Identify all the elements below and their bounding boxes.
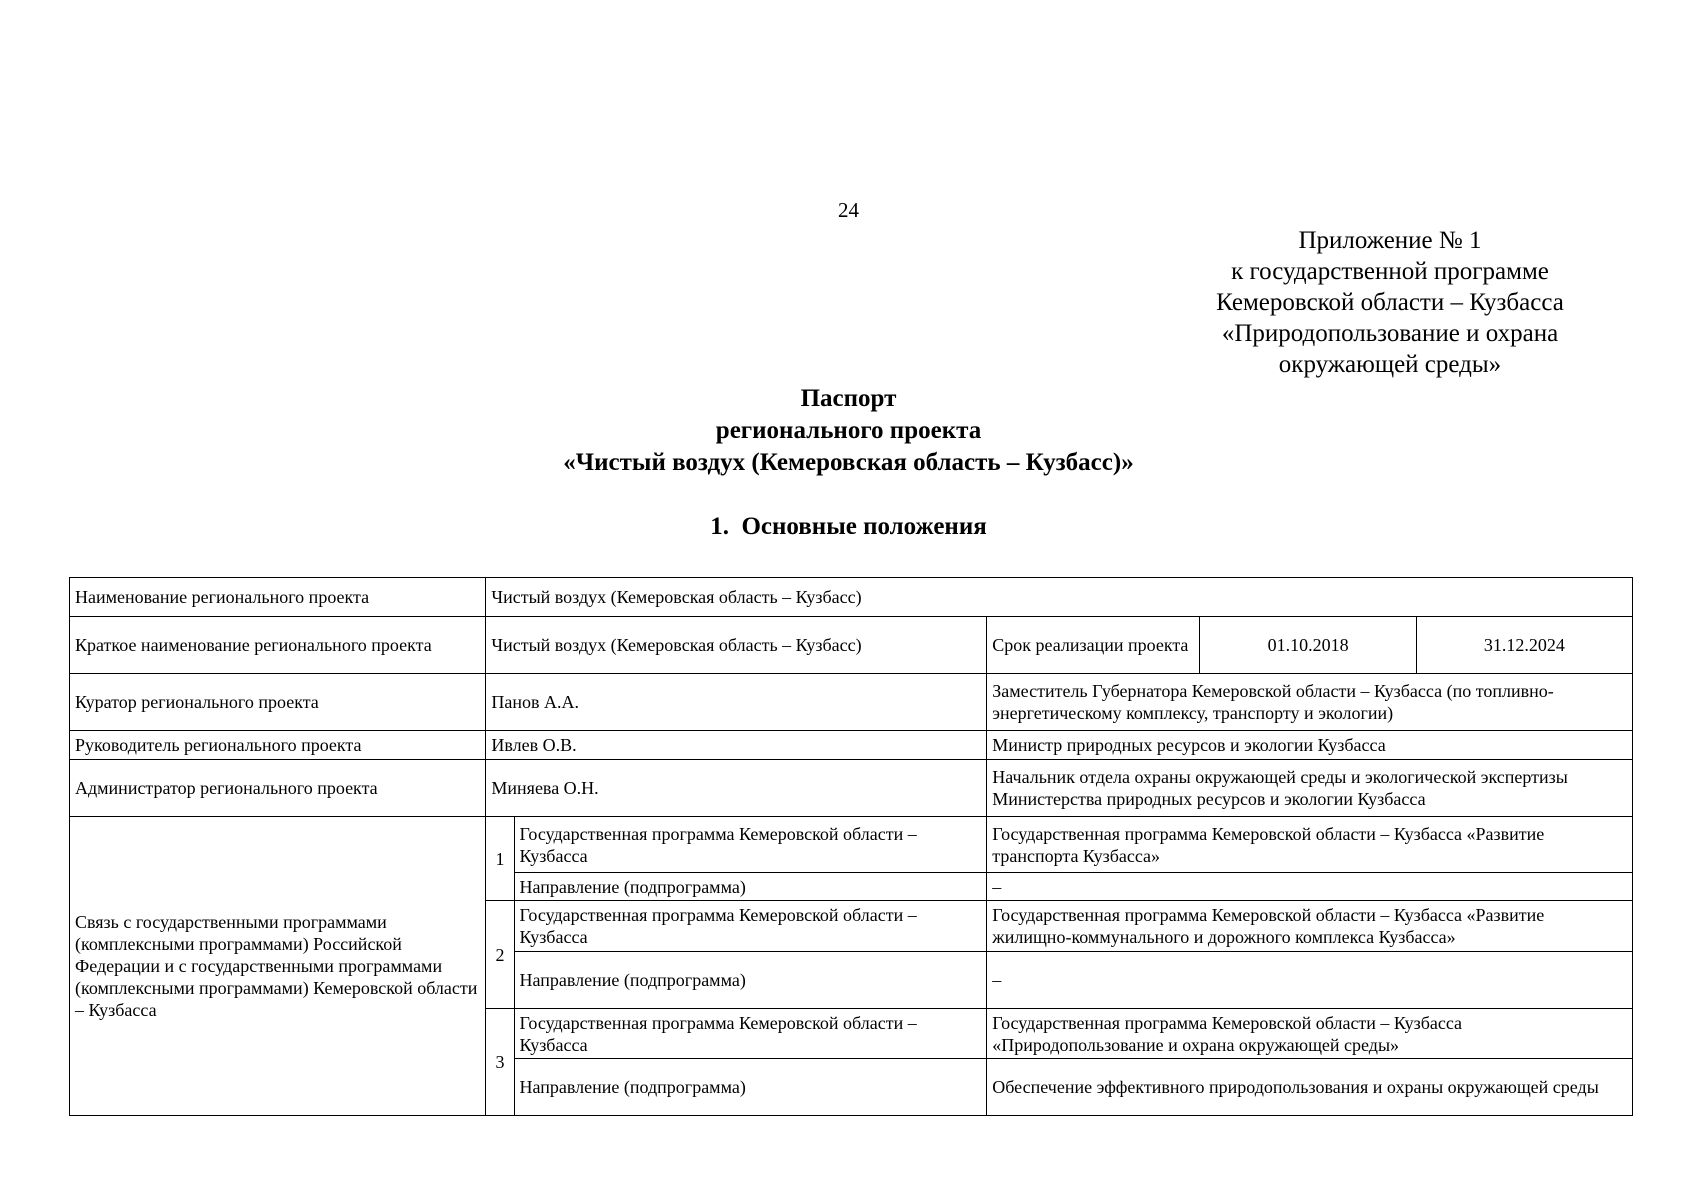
document-title xyxy=(0,383,1697,479)
appendix-line: окружающей среды» xyxy=(1278,351,1502,378)
appendix-line: к государственной программе xyxy=(1231,258,1549,285)
term-start: 01.10.2018 xyxy=(1200,617,1416,674)
admin-position: Начальник отдела охраны окружающей среды и экологической экспертизы Министерства природных ресурсов и экологии Кузбасса xyxy=(987,760,1633,817)
table-row xyxy=(70,817,1633,873)
head-name: Ивлев О.В. xyxy=(486,731,987,760)
term-label: Срок реализации проекта xyxy=(987,617,1200,674)
short-name-label: Краткое наименование регионального проекта xyxy=(70,617,486,674)
appendix-line: «Природопользование и охрана xyxy=(1221,320,1559,347)
head-position: Министр природных ресурсов и экологии Кузбасса xyxy=(987,731,1633,760)
table-row xyxy=(70,760,1633,817)
page-number: 24 xyxy=(838,198,859,222)
admin-name: Миняева О.Н. xyxy=(486,760,987,817)
link-number: 1 xyxy=(486,817,514,901)
link-program-label: Государственная программа Кемеровской области – Кузбасса xyxy=(514,817,987,873)
link-direction-value: – xyxy=(987,873,1633,901)
name-label: Наименование регионального проекта xyxy=(70,578,486,617)
table-row xyxy=(70,731,1633,760)
table-row xyxy=(70,674,1633,731)
link-number: 2 xyxy=(486,901,514,1009)
links-label: Связь с государственными программами (комплексными программами) Российской Федерации и с государственными программами (комплексными программами) Кемеровской области – Кузбасса xyxy=(70,817,486,1116)
admin-label: Администратор регионального проекта xyxy=(70,760,486,817)
title-line: Паспорт xyxy=(800,385,897,412)
project-table xyxy=(69,577,1633,1116)
name-value: Чистый воздух (Кемеровская область – Кузбасс) xyxy=(486,578,1633,617)
term-end: 31.12.2024 xyxy=(1416,617,1632,674)
title-line: «Чистый воздух (Кемеровская область – Кузбасс)» xyxy=(563,449,1134,476)
table-row xyxy=(70,578,1633,617)
title-line: регионального проекта xyxy=(715,417,982,444)
head-label: Руководитель регионального проекта xyxy=(70,731,486,760)
link-program-value: Государственная программа Кемеровской области – Кузбасса «Природопользование и охрана окружающей среды» xyxy=(987,1009,1633,1059)
curator-position: Заместитель Губернатора Кемеровской области – Кузбасса (по топливно-энергетическому комплексу, транспорту и экологии) xyxy=(987,674,1633,731)
link-program-value: Государственная программа Кемеровской области – Кузбасса «Развитие жилищно-коммунального и дорожного комплекса Кузбасса» xyxy=(987,901,1633,952)
table-row xyxy=(70,617,1633,674)
link-direction-label: Направление (подпрограмма) xyxy=(514,952,987,1009)
link-program-label: Государственная программа Кемеровской области – Кузбасса xyxy=(514,1009,987,1059)
link-direction-value: Обеспечение эффективного природопользования и охраны окружающей среды xyxy=(987,1059,1633,1116)
short-name-value: Чистый воздух (Кемеровская область – Кузбасс) xyxy=(486,617,987,674)
link-direction-label: Направление (подпрограмма) xyxy=(514,1059,987,1116)
link-direction-label: Направление (подпрограмма) xyxy=(514,873,987,901)
link-program-label: Государственная программа Кемеровской области – Кузбасса xyxy=(514,901,987,952)
link-number: 3 xyxy=(486,1009,514,1116)
appendix-block xyxy=(1180,225,1600,380)
section-title: Основные положения xyxy=(741,513,987,540)
section-number: 1. xyxy=(710,513,729,540)
curator-label: Куратор регионального проекта xyxy=(70,674,486,731)
curator-name: Панов А.А. xyxy=(486,674,987,731)
link-program-value: Государственная программа Кемеровской области – Кузбасса «Развитие транспорта Кузбасса» xyxy=(987,817,1633,873)
appendix-line: Приложение № 1 xyxy=(1298,227,1482,254)
appendix-line: Кемеровской области – Кузбасса xyxy=(1216,289,1564,316)
link-direction-value: – xyxy=(987,952,1633,1009)
section-heading xyxy=(0,513,1697,541)
